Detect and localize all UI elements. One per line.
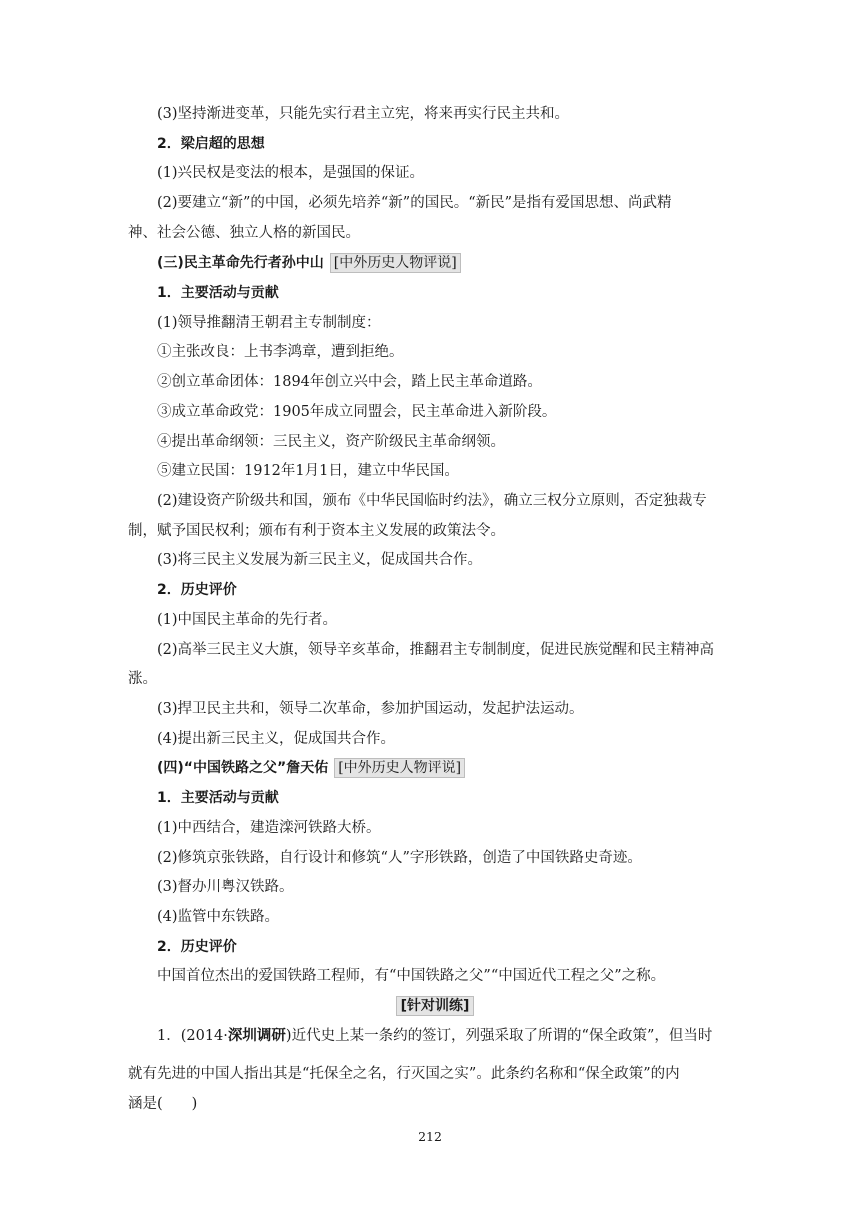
list-item: ②创立革命团体：1894年创立兴中会，踏上民主革命道路。 xyxy=(157,374,542,390)
paragraph: (3)坚持渐进变革，只能先实行君主立宪，将来再实行民主共和。 xyxy=(157,106,570,122)
paragraph: (4)提出新三民主义，促成国共合作。 xyxy=(157,731,396,747)
section-heading: 2．梁启超的思想 xyxy=(157,136,265,152)
paragraph-continued: 涨。 xyxy=(128,671,157,687)
question-text: )近代史上某一条约的签订，列强采取了所谓的“保全政策”，但当时 xyxy=(285,1028,713,1044)
paragraph-continued: 神、社会公德、独立人格的新国民。 xyxy=(128,225,360,241)
paragraph: (3)捍卫民主共和，领导二次革命，参加护国运动，发起护法运动。 xyxy=(157,701,584,717)
section-title-zhan-tianyou xyxy=(157,758,742,778)
subheading: 2．历史评价 xyxy=(157,582,237,598)
list-item: ⑤建立民国：1912年1月1日，建立中华民国。 xyxy=(157,463,459,479)
paragraph: (1)兴民权是变法的根本，是强国的保证。 xyxy=(157,165,425,181)
question-text-continued: 涵是( ) xyxy=(128,1096,198,1112)
paragraph: (2)建设资产阶级共和国，颁布《中华民国临时约法》，确立三权分立原则，否定独裁专 xyxy=(157,493,707,509)
paragraph: (1)中西结合，建造滦河铁路大桥。 xyxy=(157,820,381,836)
paragraph: (4)监管中东铁路。 xyxy=(157,909,280,925)
section-title-sun-yat-sen xyxy=(157,253,742,273)
paragraph: (3)督办川粤汉铁路。 xyxy=(157,879,294,895)
list-item: ①主张改良：上书李鸿章，遭到拒绝。 xyxy=(157,344,404,360)
paragraph: (2)高举三民主义大旗，领导辛亥革命，推翻君主专制制度，促进民族觉醒和民主精神高 xyxy=(157,642,715,658)
question-number: 1．(2014· xyxy=(157,1028,228,1044)
question-source: 深圳调研 xyxy=(227,1028,286,1044)
list-item: ③成立革命政党：1905年成立同盟会，民主革命进入新阶段。 xyxy=(157,404,557,420)
paragraph: (1)领导推翻清王朝君主专制制度： xyxy=(157,315,381,331)
category-tag: [中外历史人物评说] xyxy=(330,253,461,273)
paragraph-continued: 制，赋予国民权利；颁布有利于资本主义发展的政策法令。 xyxy=(128,523,505,539)
category-tag: [中外历史人物评说] xyxy=(334,758,465,778)
page-number: 212 xyxy=(418,1129,442,1144)
paragraph: (2)修筑京张铁路，自行设计和修筑“人”字形铁路，创造了中国铁路史奇迹。 xyxy=(157,850,642,866)
training-label-row xyxy=(128,996,742,1016)
paragraph: (1)中国民主革命的先行者。 xyxy=(157,612,338,628)
section-title-text: (四)“中国铁路之父”詹天佑 xyxy=(157,760,329,776)
subheading: 1．主要活动与贡献 xyxy=(157,790,279,806)
subheading: 2．历史评价 xyxy=(157,939,237,955)
subheading: 1．主要活动与贡献 xyxy=(157,285,279,301)
paragraph: 中国首位杰出的爱国铁路工程师，有“中国铁路之父”“中国近代工程之父”之称。 xyxy=(157,968,666,984)
list-item: ④提出革命纲领：三民主义，资产阶级民主革命纲领。 xyxy=(157,434,505,450)
question-1 xyxy=(157,1026,742,1046)
paragraph: (2)要建立“新”的中国，必须先培养“新”的国民。“新民”是指有爱国思想、尚武精 xyxy=(157,195,672,211)
section-title-text: (三)民主革命先行者孙中山 xyxy=(157,255,324,271)
paragraph: (3)将三民主义发展为新三民主义，促成国共合作。 xyxy=(157,552,483,568)
question-text-continued: 就有先进的中国人指出其是“托保全之名，行灭国之实”。此条约名称和“保全政策”的内 xyxy=(128,1066,680,1082)
training-label: [针对训练] xyxy=(396,996,475,1016)
